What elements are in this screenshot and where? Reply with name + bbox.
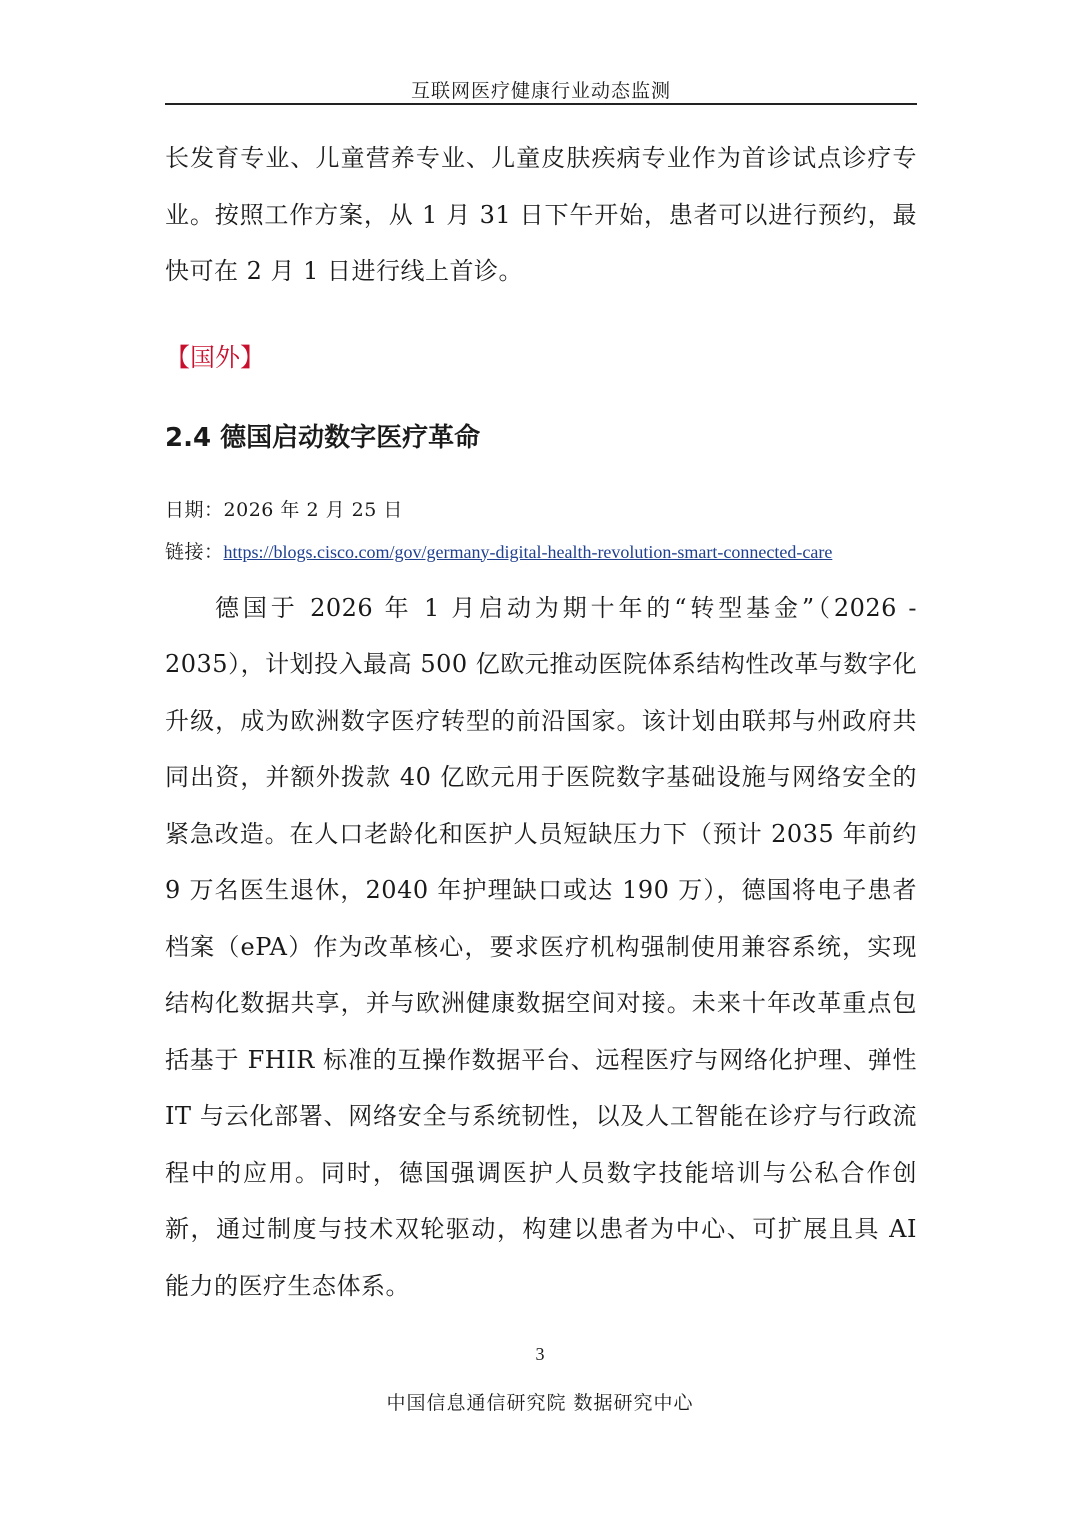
article-body: 德国于 2026 年 1 月启动为期十年的“转型基金”（2026 - 2035），计划投入最高 500 亿欧元推动医院体系结构性改革与数字化升级，成为欧洲数字医疗转型的前沿国家。该计划由联邦与州政府共同出资，并额外拨款 40 亿欧元用于医院数字基础设施与网络安全的紧急改造。在人口老龄化和医护人员短缺压力下（预计 2035 年前约 9 万名医生退休，2040 年护理缺口或达 190 万），德国将电子患者档案（ePA）作为改革核心，要求医疗机构强制使用兼容系统，实现结构化数据共享，并与欧洲健康数据空间对接。未来十年改革重点包括基于 FHIR 标准的互操作数据平台、远程医疗与网络化护理、弹性 IT 与云化部署、网络安全与系统韧性，以及人工智能在诊疗与行政流程中的应用。同时，德国强调医护人员数字技能培训与公私合作创新，通过制度与技术双轮驱动，构建以患者为中心、可扩展且具 AI 能力的医疗生态体系。 [165,593,917,1300]
running-header-title: 互联网医疗健康行业动态监测 [410,80,671,102]
header-divider [165,103,917,105]
date-label: 日期： [165,498,224,521]
continued-paragraph: 长发育专业、儿童营养专业、儿童皮肤疾病专业作为首诊试点诊疗专业。按照工作方案，从 1 月 31 日下午开始，患者可以进行预约，最快可在 2 月 1 日进行线上首诊。 [165,144,917,285]
page-content [165,130,917,1314]
footer-organization: 中国信息通信研究院 数据研究中心 [386,1392,694,1414]
page-number: 3 [535,1344,545,1364]
link-label: 链接： [165,540,224,563]
article-link-line [165,538,917,566]
source-link[interactable]: https://blogs.cisco.com/gov/germany-digital-health-revolution-smart-connected-care [223,541,833,562]
article-heading: 2.4 德国启动数字医疗革命 [165,422,481,453]
date-value: 2026 年 2 月 25 日 [223,498,403,521]
section-category-tag: 【国外】 [165,342,266,372]
article-date [165,496,917,524]
